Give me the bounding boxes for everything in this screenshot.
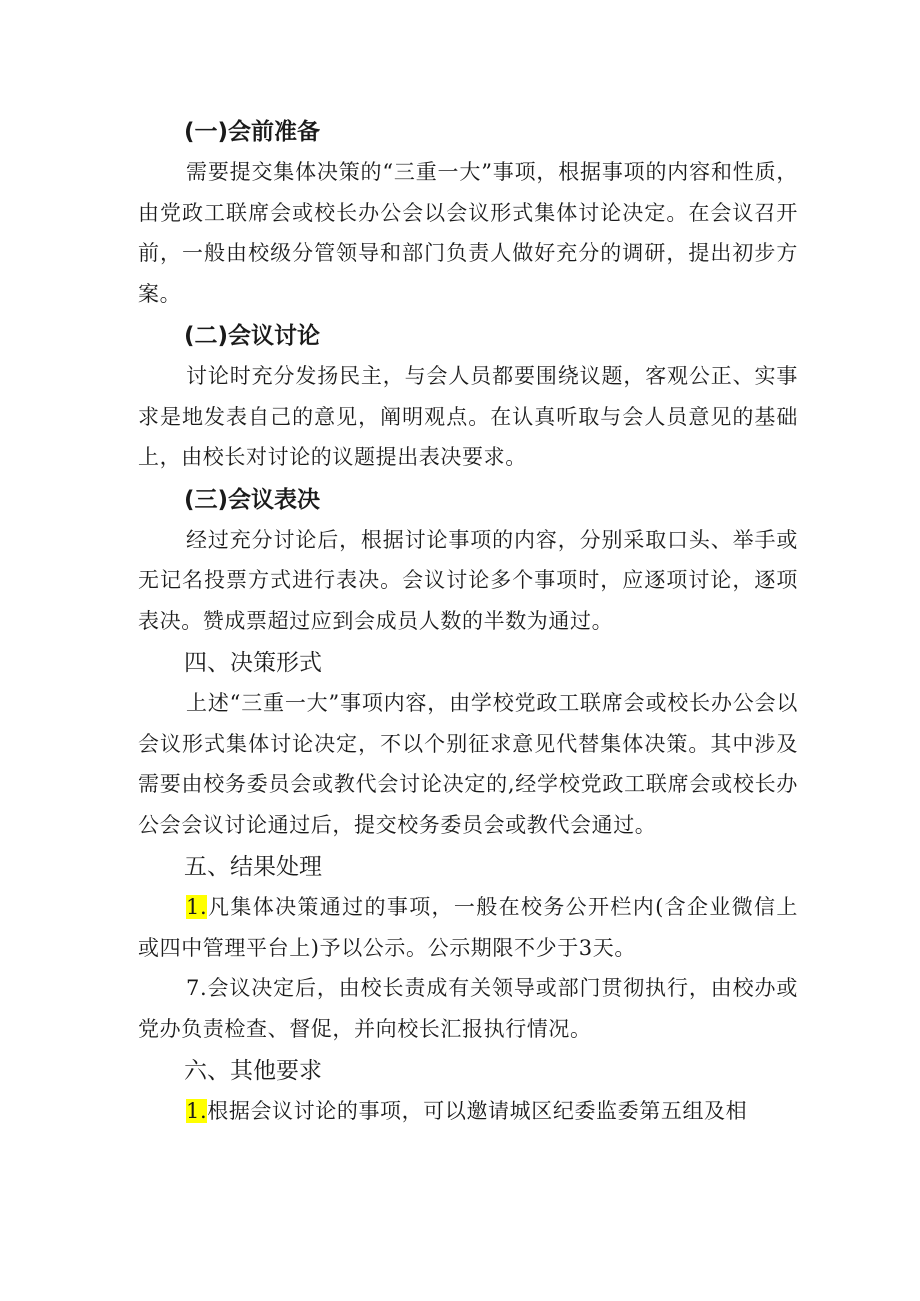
paragraph-meeting-discussion: 讨论时充分发扬民主，与会人员都要围绕议题，客观公正、实事求是地发表自己的意见，阐明观点。在认真听取与会人员意见的基础上，由校长对讨论的议题提出表决要求。 (138, 364, 798, 469)
paragraph-meeting-preparation: 需要提交集体决策的“三重一大”事项，根据事项的内容和性质，由党政工联席会或校长办公会以会议形式集体讨论决定。在会议召开前，一般由校级分管领导和部门负责人做好充分的调研，提出初步方案。 (138, 160, 798, 306)
list-item-result-2 (138, 968, 798, 1049)
list-item-text: 凡集体决策通过的事项，一般在校务公开栏内(含企业微信上或四中管理平台上)予以公示。公示期限不少于3天。 (138, 895, 798, 960)
document-page (138, 112, 798, 1132)
heading-meeting-vote: (三)会议表决 (184, 486, 321, 513)
heading-meeting-discussion: (二)会议讨论 (184, 323, 321, 349)
heading-other-requirements: 六、其他要求 (184, 1058, 322, 1084)
list-item-text: .会议决定后，由校长责成有关领导或部门贯彻执行，由校办或党办负责检查、督促，并向校长汇报执行情况。 (138, 976, 798, 1041)
heading-result-handling: 五、结果处理 (184, 854, 322, 880)
paragraph-meeting-vote: 经过充分讨论后，根据讨论事项的内容，分别采取口头、举手或无记名投票方式进行表决。会议讨论多个事项时，应逐项讨论，逐项表决。赞成票超过应到会成员人数的半数为通过。 (138, 527, 798, 633)
list-item-text: 根据会议讨论的事项，可以邀请城区纪委监委第五组及相 (207, 1099, 748, 1123)
heading-decision-form: 四、决策形式 (184, 650, 322, 676)
paragraph-decision-form: 上述“三重一大”事项内容，由学校党政工联席会或校长办公会以会议形式集体讨论决定，不以个别征求意见代替集体决策。其中涉及需要由校务委员会或教代会讨论决定的,经学校党政工联席会或校长办公会会议讨论通过后，提交校务委员会或教代会通过。 (138, 691, 798, 837)
highlighted-number: 1. (186, 895, 208, 919)
highlighted-number: 1. (186, 1099, 208, 1123)
heading-meeting-preparation: (一)会前准备 (184, 119, 321, 145)
list-item-result-1 (138, 887, 798, 968)
list-item-other-1 (138, 1091, 798, 1132)
list-item-number: 7 (186, 976, 200, 1000)
